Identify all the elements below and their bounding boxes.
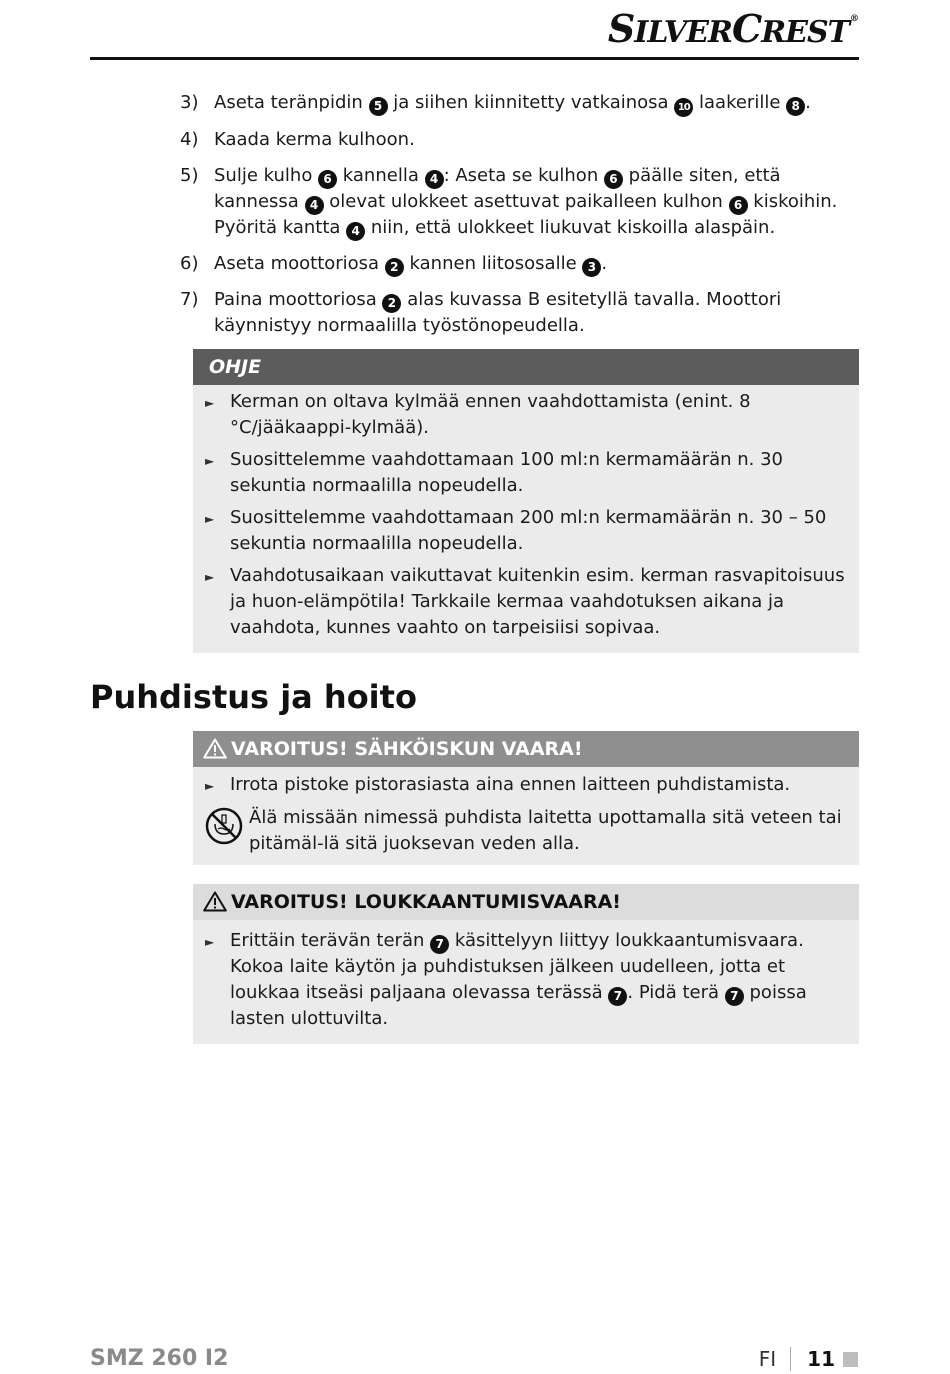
footer-model: SMZ 260 I2 xyxy=(90,1346,229,1371)
step-number: 7) xyxy=(180,289,199,310)
bullet-arrow-icon: ► xyxy=(205,512,215,526)
step-text: Sulje kulho 6 kannella 4 : Aseta se kulhon 6 päälle siten, että kannessa 4 olevat ulokkeet asettuvat paikalleen kulhon 6 kiskoihin. Pyöritä kantta 4 niin, että ulokkeet liukuvat kiskoilla alaspäin. xyxy=(214,163,860,241)
header-rule xyxy=(90,57,859,60)
step-number: 4) xyxy=(180,129,199,150)
page-number: 11 xyxy=(807,1347,835,1371)
note-item: ► Kerman on oltava kylmää ennen vaahdottamista (enint. 8 °C/jääkaappi-kylmää). xyxy=(205,389,847,441)
ref-badge: 5 xyxy=(369,97,388,116)
step-5 xyxy=(180,163,860,241)
step-text: Aseta teränpidin 5 ja siihen kiinnitetty vatkainosa 10 laakerille 8 . xyxy=(214,90,860,117)
ref-badge: 3 xyxy=(582,258,601,277)
ref-badge: 6 xyxy=(604,170,623,189)
footer-pagination xyxy=(759,1347,858,1371)
warning-item: ► Irrota pistoke pistorasiasta aina ennen laitteen puhdistamista. xyxy=(205,772,847,799)
ref-badge: 4 xyxy=(425,170,444,189)
ref-badge: 2 xyxy=(382,294,401,313)
warning-electric-box xyxy=(193,731,859,865)
step-4 xyxy=(180,127,860,153)
step-text: Paina moottoriosa 2 alas kuvassa B esitetyllä tavalla. Moottori käynnistyy normaalilla työstönopeudella. xyxy=(214,289,782,336)
ref-badge: 7 xyxy=(725,987,744,1006)
note-item: ► Suosittelemme vaahdottamaan 200 ml:n kermamäärän n. 30 – 50 sekuntia normaalilla nopeudella. xyxy=(205,505,847,557)
ref-badge: 7 xyxy=(430,935,449,954)
trademark: ® xyxy=(850,14,858,24)
step-text: Kaada kerma kulhoon. xyxy=(214,129,415,150)
ref-badge: 7 xyxy=(608,987,627,1006)
note-item: ► Vaahdotusaikaan vaikuttavat kuitenkin esim. kerman rasvapitoisuus ja huon-elämpötila! Tarkkaile kermaa vaahdotuksen aikana ja vaahdota, kunnes vaahto on tarpeisiisi sopivaa. xyxy=(205,563,847,641)
warning-triangle-icon xyxy=(203,738,227,759)
warning-injury-title: VAROITUS! LOUKKAANTUMISVAARA! xyxy=(193,884,859,920)
step-text: Aseta moottoriosa 2 kannen liitososalle 3 . xyxy=(214,251,860,277)
bullet-arrow-icon: ► xyxy=(205,935,215,949)
note-box xyxy=(193,349,859,653)
note-item: ► Suosittelemme vaahdottamaan 100 ml:n kermamäärän n. 30 sekuntia normaalilla nopeudella. xyxy=(205,447,847,499)
step-list xyxy=(180,90,860,349)
section-title: Puhdistus ja hoito xyxy=(90,678,417,716)
note-title: OHJE xyxy=(193,349,859,385)
no-water-immersion-icon xyxy=(205,805,249,857)
step-number: 3) xyxy=(180,92,199,113)
ref-badge: 6 xyxy=(318,170,337,189)
warning-injury-box xyxy=(193,884,859,1044)
warning-electric-title: VAROITUS! SÄHKÖISKUN VAARA! xyxy=(193,731,859,767)
footer-divider xyxy=(790,1347,791,1371)
warning-item: ► Erittäin terävän terän 7 käsittelyyn liittyy loukkaantumisvaara. Kokoa laite käytön ja puhdistuksen jälkeen uudelleen, jotta et loukkaa itseäsi paljaana olevassa terässä 7 . Pidä terä 7 poissa lasten ulottuvilta. xyxy=(205,928,847,1032)
ref-badge: 4 xyxy=(305,196,324,215)
bullet-arrow-icon: ► xyxy=(205,454,215,468)
warning-triangle-icon xyxy=(203,891,227,912)
step-3 xyxy=(180,90,860,117)
ref-badge: 4 xyxy=(346,222,365,241)
step-number: 5) xyxy=(180,165,199,186)
step-6 xyxy=(180,251,860,277)
bullet-arrow-icon: ► xyxy=(205,570,215,584)
step-7 xyxy=(180,287,860,339)
page-marker-square xyxy=(843,1352,858,1367)
warning-symbol-item: Älä missään nimessä puhdista laitetta upottamalla sitä veteen tai pitämäl-lä sitä juoksevan veden alla. xyxy=(205,805,847,857)
bullet-arrow-icon: ► xyxy=(205,779,215,793)
ref-badge: 2 xyxy=(385,258,404,277)
ref-badge: 6 xyxy=(729,196,748,215)
bullet-arrow-icon: ► xyxy=(205,396,215,410)
language-code: FI xyxy=(758,1347,777,1371)
brand-logo: SILVERCREST® xyxy=(607,6,858,51)
step-number: 6) xyxy=(180,253,199,274)
ref-badge: 8 xyxy=(786,97,805,116)
ref-badge: 10 xyxy=(674,98,693,117)
